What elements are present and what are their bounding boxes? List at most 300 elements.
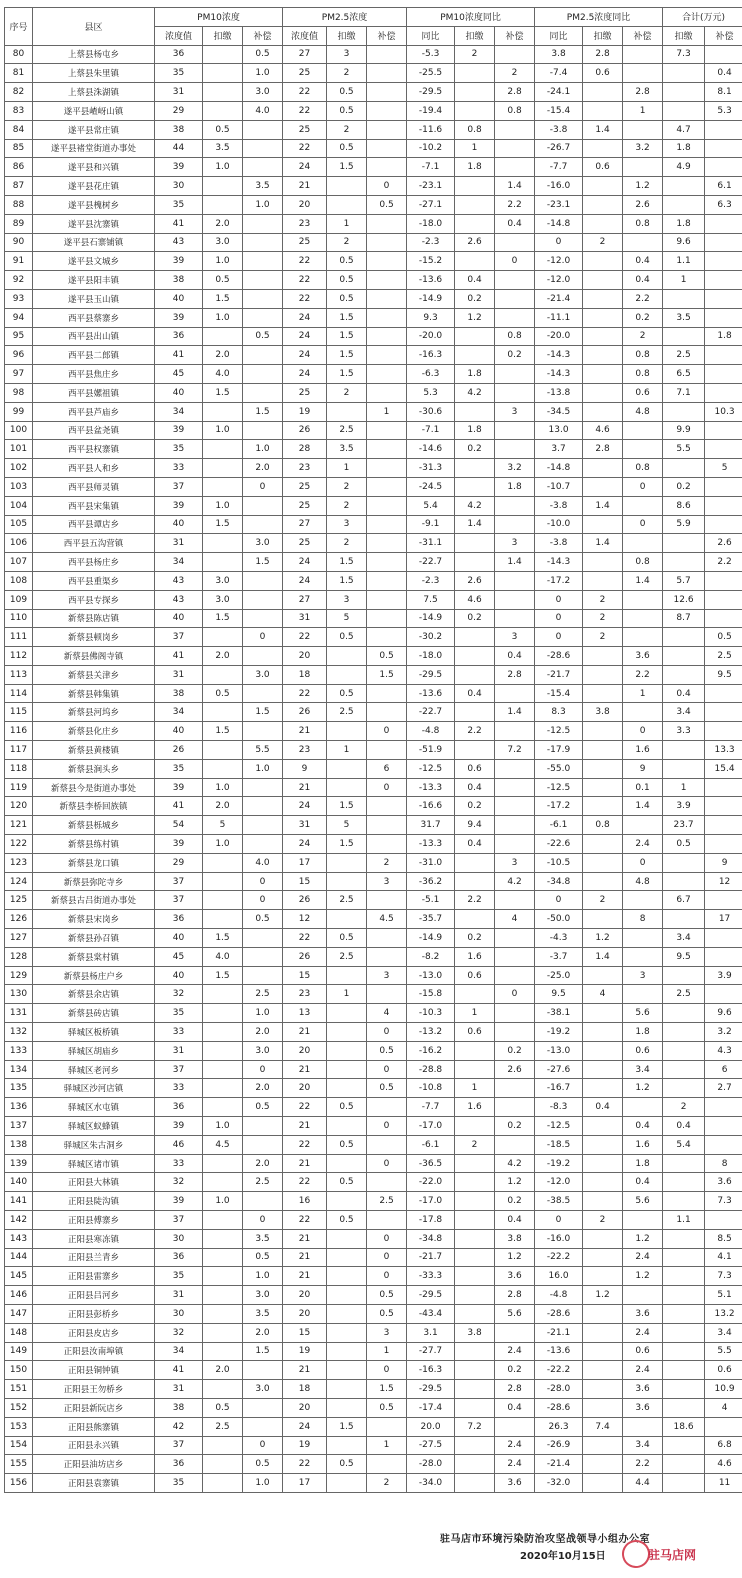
value-cell: 22 <box>283 1455 327 1474</box>
value-cell: 2.5 <box>243 1173 283 1192</box>
value-cell <box>455 1192 495 1211</box>
value-cell: 34 <box>155 1342 203 1361</box>
table-row <box>5 1173 742 1192</box>
value-cell <box>203 872 243 891</box>
value-cell: 2 <box>367 853 407 872</box>
value-cell: -2.3 <box>407 571 455 590</box>
row-index-cell: 116 <box>5 722 33 741</box>
value-cell <box>663 289 705 308</box>
value-cell: -18.0 <box>407 647 455 666</box>
value-cell: 1.4 <box>583 534 623 553</box>
value-cell: 1.0 <box>243 1267 283 1286</box>
value-cell: 20 <box>283 195 327 214</box>
value-cell: -11.6 <box>407 120 455 139</box>
value-cell <box>583 872 623 891</box>
county-cell: 上蔡县洙湖镇 <box>33 83 155 102</box>
value-cell <box>623 929 663 948</box>
value-cell <box>705 421 742 440</box>
value-cell <box>243 383 283 402</box>
county-cell: 新蔡县佛阁寺镇 <box>33 647 155 666</box>
value-cell: 1.4 <box>623 571 663 590</box>
value-cell: 1.0 <box>243 440 283 459</box>
value-cell: 2.4 <box>495 1455 535 1474</box>
value-cell: 1 <box>367 1342 407 1361</box>
value-cell <box>455 1229 495 1248</box>
value-cell: 1.5 <box>203 289 243 308</box>
value-cell: 1.0 <box>243 1474 283 1493</box>
value-cell <box>367 308 407 327</box>
value-cell <box>203 477 243 496</box>
value-cell: 1.2 <box>623 1229 663 1248</box>
value-cell: 2.8 <box>583 440 623 459</box>
value-cell: 40 <box>155 966 203 985</box>
value-cell <box>203 1173 243 1192</box>
value-cell: 1.5 <box>327 1417 367 1436</box>
subheader-cell: 补偿 <box>705 26 742 45</box>
value-cell: 35 <box>155 1267 203 1286</box>
value-cell: 9.5 <box>705 665 742 684</box>
value-cell <box>367 553 407 572</box>
value-cell: 2.5 <box>327 703 367 722</box>
row-index-cell: 121 <box>5 816 33 835</box>
value-cell <box>367 571 407 590</box>
value-cell: 5 <box>327 816 367 835</box>
value-cell <box>203 1248 243 1267</box>
value-cell: 26 <box>155 741 203 760</box>
value-cell: 0.4 <box>495 214 535 233</box>
value-cell <box>495 496 535 515</box>
value-cell <box>455 1361 495 1380</box>
row-index-cell: 98 <box>5 383 33 402</box>
value-cell <box>623 1417 663 1436</box>
value-cell: -21.1 <box>535 1323 583 1342</box>
table-row <box>5 158 742 177</box>
header-county: 县区 <box>33 8 155 46</box>
value-cell <box>495 1079 535 1098</box>
value-cell: 4 <box>705 1398 742 1417</box>
value-cell: 30 <box>155 1304 203 1323</box>
value-cell: 31 <box>155 1380 203 1399</box>
value-cell: 0.4 <box>705 64 742 83</box>
row-index-cell: 97 <box>5 365 33 384</box>
table-row <box>5 929 742 948</box>
header-row-top <box>5 8 742 27</box>
value-cell <box>583 1342 623 1361</box>
row-index-cell: 88 <box>5 195 33 214</box>
value-cell: 25 <box>283 477 327 496</box>
value-cell <box>367 271 407 290</box>
value-cell: 37 <box>155 1060 203 1079</box>
value-cell: -14.9 <box>407 929 455 948</box>
value-cell <box>705 1098 742 1117</box>
value-cell <box>495 1417 535 1436</box>
value-cell: 26 <box>283 421 327 440</box>
value-cell: -23.1 <box>407 177 455 196</box>
value-cell <box>203 327 243 346</box>
value-cell <box>663 1192 705 1211</box>
value-cell: 40 <box>155 289 203 308</box>
value-cell <box>367 120 407 139</box>
value-cell <box>663 1004 705 1023</box>
value-cell <box>583 515 623 534</box>
value-cell: -17.0 <box>407 1117 455 1136</box>
county-cell: 驿城区胡庙乡 <box>33 1041 155 1060</box>
value-cell: -35.7 <box>407 910 455 929</box>
value-cell: 0.2 <box>495 1041 535 1060</box>
table-row <box>5 83 742 102</box>
value-cell <box>203 553 243 572</box>
value-cell: -15.4 <box>535 684 583 703</box>
value-cell: 41 <box>155 797 203 816</box>
value-cell <box>455 177 495 196</box>
value-cell: 21 <box>283 1117 327 1136</box>
row-index-cell: 148 <box>5 1323 33 1342</box>
county-cell: 正阳县铜钟镇 <box>33 1361 155 1380</box>
value-cell: 2.0 <box>243 1023 283 1042</box>
row-index-cell: 110 <box>5 609 33 628</box>
value-cell: 21 <box>283 177 327 196</box>
row-index-cell: 141 <box>5 1192 33 1211</box>
value-cell: -7.1 <box>407 421 455 440</box>
value-cell: 9 <box>283 759 327 778</box>
value-cell: 4.6 <box>455 590 495 609</box>
value-cell: 5.6 <box>495 1304 535 1323</box>
value-cell: 0.5 <box>327 1455 367 1474</box>
value-cell <box>455 327 495 346</box>
value-cell: 46 <box>155 1135 203 1154</box>
value-cell: -22.2 <box>535 1361 583 1380</box>
value-cell: 9.5 <box>535 985 583 1004</box>
value-cell: -20.0 <box>535 327 583 346</box>
value-cell: 3.0 <box>243 83 283 102</box>
value-cell <box>243 158 283 177</box>
value-cell <box>663 966 705 985</box>
value-cell: -16.7 <box>535 1079 583 1098</box>
value-cell: -31.0 <box>407 853 455 872</box>
value-cell <box>495 308 535 327</box>
value-cell <box>623 440 663 459</box>
row-index-cell: 103 <box>5 477 33 496</box>
table-row <box>5 835 742 854</box>
value-cell: 39 <box>155 1192 203 1211</box>
value-cell: -28.6 <box>535 1398 583 1417</box>
value-cell: 0 <box>367 1023 407 1042</box>
value-cell <box>455 214 495 233</box>
value-cell: -30.2 <box>407 628 455 647</box>
value-cell: 27 <box>283 590 327 609</box>
value-cell: 2.6 <box>455 233 495 252</box>
value-cell <box>243 647 283 666</box>
value-cell: 25 <box>283 534 327 553</box>
value-cell: 32 <box>155 1323 203 1342</box>
value-cell: 31 <box>155 534 203 553</box>
value-cell: -32.0 <box>535 1474 583 1493</box>
value-cell: 2 <box>583 590 623 609</box>
value-cell: 2 <box>623 327 663 346</box>
county-cell: 西平县蔡寨乡 <box>33 308 155 327</box>
value-cell: 31 <box>283 609 327 628</box>
value-cell <box>623 496 663 515</box>
value-cell: 21 <box>283 1229 327 1248</box>
value-cell: -17.4 <box>407 1398 455 1417</box>
table-row <box>5 1417 742 1436</box>
value-cell: 20 <box>283 1041 327 1060</box>
table-row <box>5 459 742 478</box>
row-index-cell: 93 <box>5 289 33 308</box>
value-cell: -16.3 <box>407 1361 455 1380</box>
row-index-cell: 130 <box>5 985 33 1004</box>
value-cell: -28.0 <box>535 1380 583 1399</box>
watermark-logo: 驻马店网 <box>648 1548 697 1562</box>
value-cell: 37 <box>155 872 203 891</box>
value-cell: 11 <box>705 1474 742 1493</box>
value-cell: 39 <box>155 158 203 177</box>
subheader-cell: 扣缴 <box>327 26 367 45</box>
row-index-cell: 86 <box>5 158 33 177</box>
value-cell: 1.8 <box>455 365 495 384</box>
value-cell <box>367 816 407 835</box>
value-cell <box>583 1229 623 1248</box>
county-cell: 西平县人和乡 <box>33 459 155 478</box>
value-cell: 0.5 <box>243 1248 283 1267</box>
value-cell: 27 <box>283 515 327 534</box>
value-cell: 1.0 <box>203 308 243 327</box>
table-row <box>5 1004 742 1023</box>
table-row <box>5 891 742 910</box>
value-cell: 10.3 <box>705 402 742 421</box>
value-cell: 36 <box>155 327 203 346</box>
value-cell <box>243 966 283 985</box>
value-cell <box>243 252 283 271</box>
value-cell: -13.0 <box>407 966 455 985</box>
value-cell: -38.5 <box>535 1192 583 1211</box>
value-cell: 12 <box>283 910 327 929</box>
value-cell: 42 <box>155 1417 203 1436</box>
value-cell: 2 <box>583 891 623 910</box>
county-cell: 正阳县傅寨乡 <box>33 1211 155 1230</box>
value-cell <box>705 891 742 910</box>
value-cell <box>705 308 742 327</box>
row-index-cell: 134 <box>5 1060 33 1079</box>
table-row <box>5 1286 742 1305</box>
value-cell <box>663 910 705 929</box>
value-cell: 24 <box>283 1417 327 1436</box>
value-cell: 2 <box>455 45 495 64</box>
value-cell: -19.2 <box>535 1023 583 1042</box>
value-cell <box>705 571 742 590</box>
value-cell: 1.8 <box>455 421 495 440</box>
value-cell: 4.4 <box>623 1474 663 1493</box>
row-index-cell: 154 <box>5 1436 33 1455</box>
value-cell: 2.5 <box>663 985 705 1004</box>
value-cell: 15 <box>283 966 327 985</box>
value-cell: 0.2 <box>455 289 495 308</box>
value-cell <box>203 1436 243 1455</box>
value-cell: -34.5 <box>535 402 583 421</box>
value-cell <box>367 1417 407 1436</box>
value-cell <box>327 1436 367 1455</box>
value-cell <box>583 101 623 120</box>
value-cell: 0.8 <box>455 120 495 139</box>
value-cell <box>705 289 742 308</box>
value-cell: 1.2 <box>455 308 495 327</box>
value-cell: 2.4 <box>623 1361 663 1380</box>
table-row <box>5 1117 742 1136</box>
value-cell: 0.5 <box>327 1098 367 1117</box>
value-cell: -16.0 <box>535 1229 583 1248</box>
value-cell <box>663 1173 705 1192</box>
table-row <box>5 853 742 872</box>
value-cell: 16.0 <box>535 1267 583 1286</box>
value-cell: -5.3 <box>407 45 455 64</box>
value-cell <box>367 741 407 760</box>
value-cell: 1.2 <box>583 1286 623 1305</box>
row-index-cell: 82 <box>5 83 33 102</box>
value-cell <box>705 797 742 816</box>
value-cell <box>203 1267 243 1286</box>
value-cell: 21 <box>283 1023 327 1042</box>
value-cell <box>663 1041 705 1060</box>
value-cell <box>327 1154 367 1173</box>
value-cell: 1.5 <box>203 722 243 741</box>
value-cell <box>367 45 407 64</box>
value-cell <box>243 1117 283 1136</box>
value-cell <box>705 1211 742 1230</box>
value-cell: -22.2 <box>535 1248 583 1267</box>
value-cell <box>455 1436 495 1455</box>
value-cell <box>583 1192 623 1211</box>
row-index-cell: 136 <box>5 1098 33 1117</box>
value-cell <box>367 628 407 647</box>
row-index-cell: 151 <box>5 1380 33 1399</box>
value-cell: 6.3 <box>705 195 742 214</box>
value-cell: 0.5 <box>663 835 705 854</box>
county-cell: 驿城区水屯镇 <box>33 1098 155 1117</box>
county-cell: 驿城区沙河店镇 <box>33 1079 155 1098</box>
header-index: 序号 <box>5 8 33 46</box>
table-row <box>5 1211 742 1230</box>
value-cell: 3.5 <box>327 440 367 459</box>
subheader-cell: 补偿 <box>623 26 663 45</box>
value-cell: 7.1 <box>663 383 705 402</box>
value-cell: 8 <box>623 910 663 929</box>
value-cell <box>455 64 495 83</box>
county-cell: 新蔡县关津乡 <box>33 665 155 684</box>
value-cell: 17 <box>283 1474 327 1493</box>
value-cell: 0.6 <box>705 1361 742 1380</box>
value-cell: 24 <box>283 553 327 572</box>
value-cell: 8.1 <box>705 83 742 102</box>
value-cell: -10.2 <box>407 139 455 158</box>
value-cell <box>203 64 243 83</box>
value-cell: -36.5 <box>407 1154 455 1173</box>
value-cell: 5.6 <box>623 1192 663 1211</box>
value-cell <box>203 1079 243 1098</box>
value-cell <box>327 1023 367 1042</box>
row-index-cell: 137 <box>5 1117 33 1136</box>
value-cell: 3 <box>495 402 535 421</box>
value-cell <box>583 1135 623 1154</box>
value-cell <box>243 1135 283 1154</box>
value-cell: 39 <box>155 496 203 515</box>
value-cell: -19.4 <box>407 101 455 120</box>
table-row <box>5 139 742 158</box>
value-cell <box>367 477 407 496</box>
county-cell: 正阳县寒冻镇 <box>33 1229 155 1248</box>
value-cell <box>243 609 283 628</box>
value-cell <box>623 609 663 628</box>
value-cell: 3.0 <box>243 534 283 553</box>
county-cell: 遂平县褚堂街道办事处 <box>33 139 155 158</box>
value-cell <box>495 797 535 816</box>
value-cell: -5.1 <box>407 891 455 910</box>
table-row <box>5 233 742 252</box>
county-cell: 西平县二郎镇 <box>33 346 155 365</box>
value-cell: -22.6 <box>535 835 583 854</box>
value-cell: 2 <box>583 233 623 252</box>
value-cell: 4.2 <box>455 496 495 515</box>
value-cell: 22 <box>283 1098 327 1117</box>
value-cell: 4.5 <box>367 910 407 929</box>
value-cell <box>495 835 535 854</box>
value-cell: 33 <box>155 1154 203 1173</box>
table-row <box>5 1154 742 1173</box>
row-index-cell: 92 <box>5 271 33 290</box>
value-cell <box>705 383 742 402</box>
value-cell <box>367 289 407 308</box>
value-cell <box>243 1398 283 1417</box>
value-cell: -38.1 <box>535 1004 583 1023</box>
value-cell <box>203 1323 243 1342</box>
county-cell: 新蔡县龙口镇 <box>33 853 155 872</box>
county-cell: 新蔡县李桥回族镇 <box>33 797 155 816</box>
value-cell: 9.6 <box>663 233 705 252</box>
value-cell: 9.3 <box>407 308 455 327</box>
row-index-cell: 99 <box>5 402 33 421</box>
value-cell <box>663 1060 705 1079</box>
county-cell: 新蔡县黄楼镇 <box>33 741 155 760</box>
value-cell <box>327 966 367 985</box>
row-index-cell: 90 <box>5 233 33 252</box>
value-cell: -43.4 <box>407 1304 455 1323</box>
row-index-cell: 155 <box>5 1455 33 1474</box>
value-cell: 2.0 <box>203 647 243 666</box>
value-cell: 0 <box>367 1267 407 1286</box>
value-cell: -15.8 <box>407 985 455 1004</box>
value-cell <box>583 1474 623 1493</box>
value-cell: -2.3 <box>407 233 455 252</box>
table-row <box>5 609 742 628</box>
value-cell: 8.7 <box>663 609 705 628</box>
table-row <box>5 1023 742 1042</box>
value-cell <box>243 308 283 327</box>
value-cell <box>203 703 243 722</box>
value-cell: 3.5 <box>243 177 283 196</box>
value-cell <box>583 665 623 684</box>
value-cell: 1.0 <box>203 778 243 797</box>
value-cell: 0 <box>367 177 407 196</box>
value-cell <box>623 1098 663 1117</box>
table-row <box>5 534 742 553</box>
value-cell: 3.9 <box>663 797 705 816</box>
value-cell: 3.6 <box>623 1304 663 1323</box>
table-row <box>5 684 742 703</box>
value-cell <box>203 1304 243 1323</box>
value-cell <box>243 1417 283 1436</box>
value-cell: -28.8 <box>407 1060 455 1079</box>
value-cell: 0.8 <box>623 346 663 365</box>
value-cell: -29.5 <box>407 83 455 102</box>
